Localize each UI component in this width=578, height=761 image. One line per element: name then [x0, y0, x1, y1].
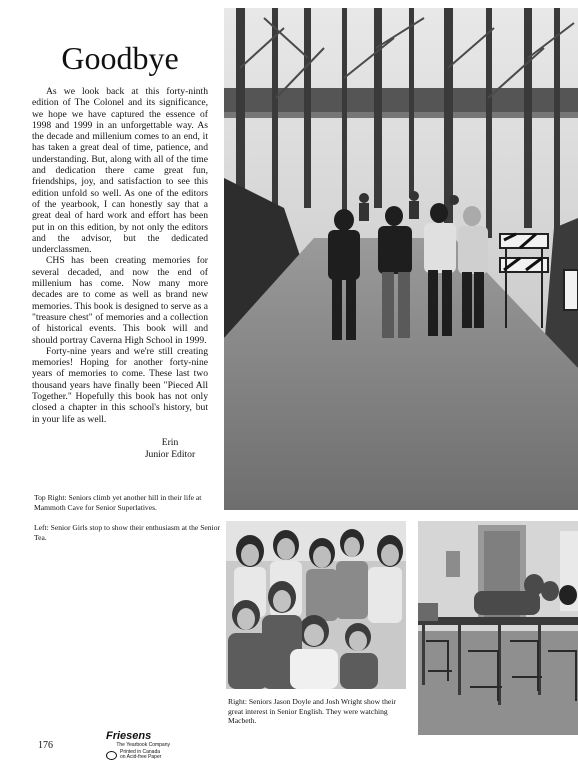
paragraph: As we look back at this forty-ninth edition of The Colonel and its significance, we hope we have captured the essence of 1998 and 1999 in an unforgettable way. As the decade and millenium comes to an end, it has taken a great deal of time, patience, and understanding. But, along with all of the time and dedication there came great fun, friendships, joy, and satisfaction to see this edition unfold so well. As one of the editors of the yearbook, I can honestly say that a great deal of hard work and effort has been put in on this edition, by not only the editors and the advisor, but the dedicated underclassmen. — [32, 86, 208, 256]
recycle-icon — [106, 751, 117, 760]
printed-line-2: on Acid-free Paper — [120, 754, 162, 760]
printed-line-1: Printed in Canada — [120, 749, 161, 755]
photo-senior-girls — [226, 521, 406, 689]
caption-right: Right: Seniors Jason Doyle and Josh Wright show their great interest in Senior English. They were watching Macbeth. — [228, 697, 396, 725]
publisher-logo — [106, 730, 170, 760]
photo-senior-english — [418, 521, 578, 735]
caption-top-right: Top Right: Seniors climb yet another hill in their life at Mammoth Cave for Senior Superlatives. — [34, 493, 202, 512]
caption-left: Left: Senior Girls stop to show their enthusiasm at the Senior Tea. — [34, 523, 221, 542]
page-number: 176 — [38, 740, 53, 751]
page-title: Goodbye — [61, 40, 179, 76]
signature-title: Junior Editor — [144, 449, 196, 460]
editorial-text — [32, 86, 208, 425]
photo-seniors-hill — [224, 8, 578, 510]
logo-tagline: The Yearbook Company — [116, 742, 170, 748]
signature-name: Erin — [161, 437, 179, 448]
paragraph: CHS has been creating memories for several decaded, and now the end of millenium has come. Now many more decades are to come as well as brand new memories. This book is designed to serve as a "treasure chest" of memories and a collection of historical events. This book will and should portray Caverna High School in 1999. — [32, 255, 208, 346]
signature — [130, 437, 210, 461]
logo-name: Friesens — [106, 730, 152, 742]
paragraph: Forty-nine years and we're still creating memories! Hoping for another forty-nine years of memories to come. These last two thousand years have finally been "Pieced All Together." Hopefully this book has not only closed a chapter in this school's history, but in your life as well. — [32, 345, 208, 425]
